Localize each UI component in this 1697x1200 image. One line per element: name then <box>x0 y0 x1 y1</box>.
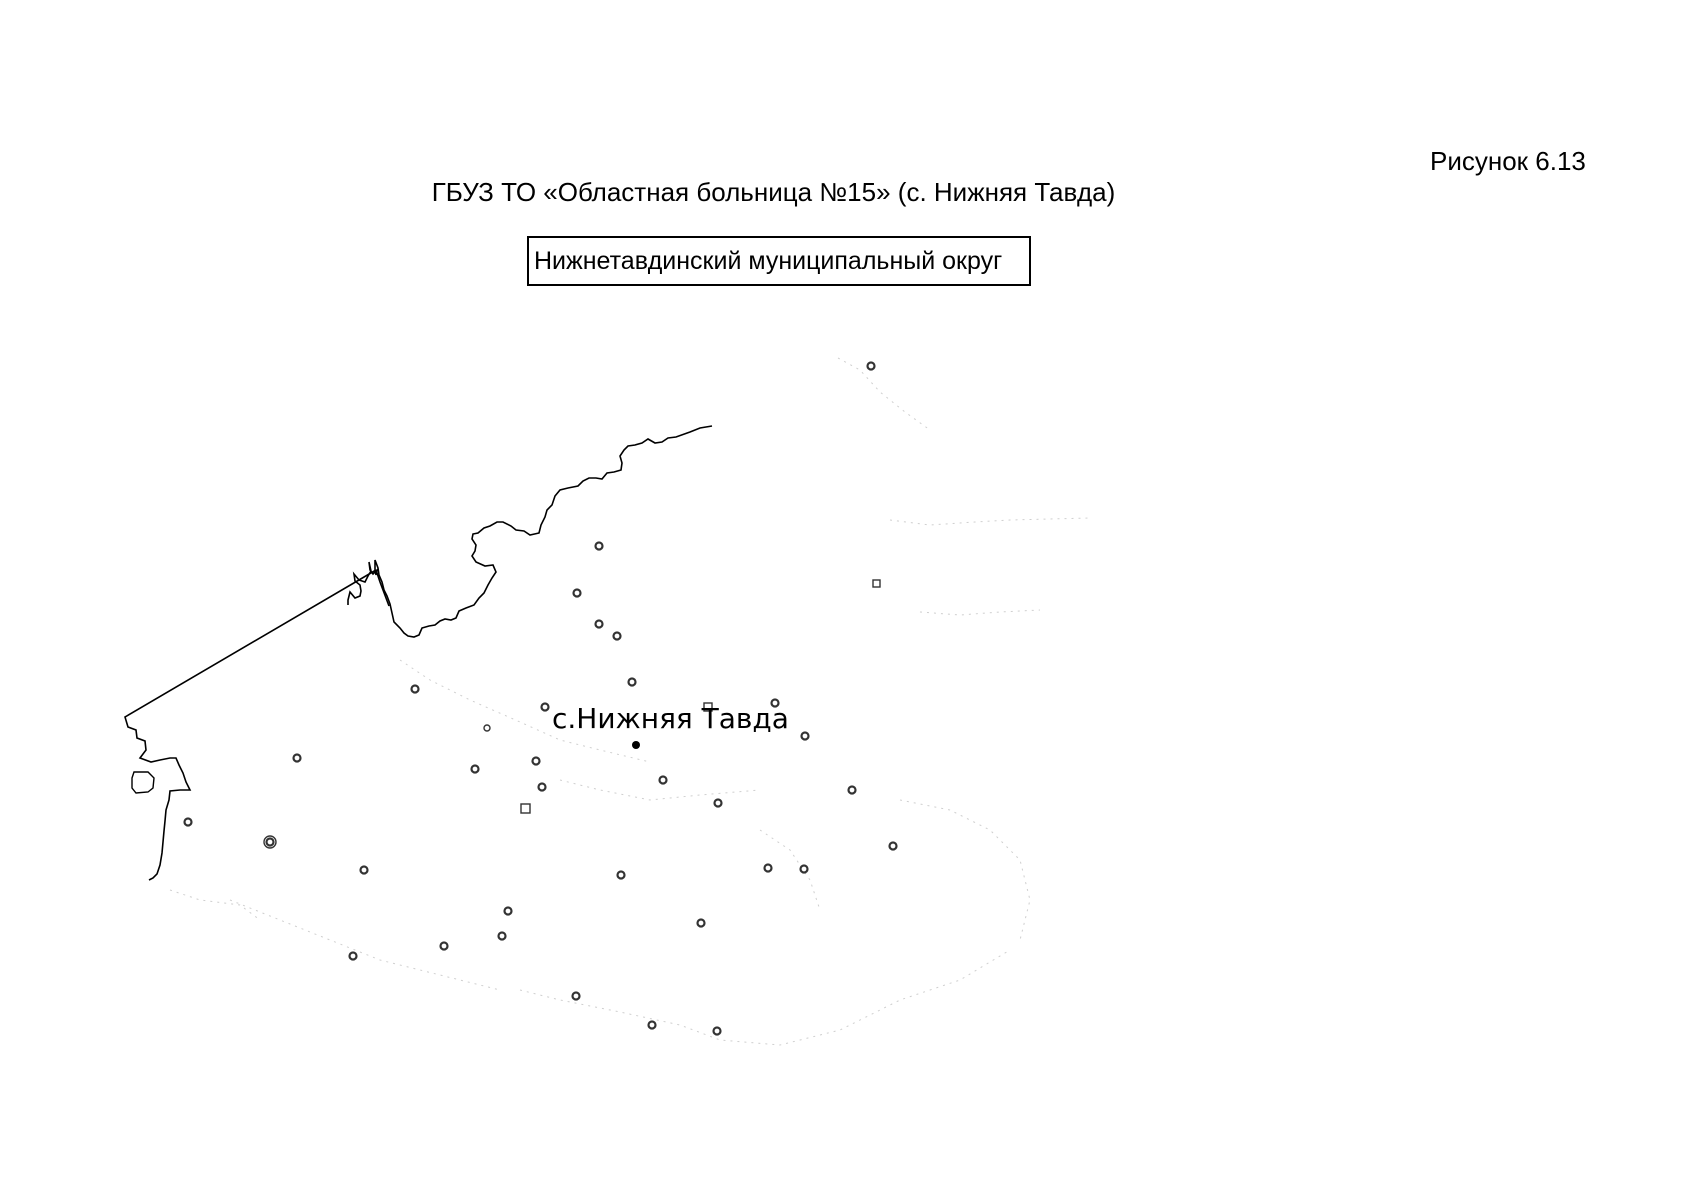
settlement-dot-icon <box>614 633 621 640</box>
settlement-dot-icon <box>350 953 357 960</box>
settlement-ring-icon <box>484 725 490 731</box>
enclave-boundary <box>132 772 154 793</box>
settlement-dot-icon <box>472 766 479 773</box>
settlement-dot-icon <box>441 943 448 950</box>
settlement-dot-icon <box>574 590 581 597</box>
settlement-square-icon <box>521 804 530 813</box>
settlement-dot-icon <box>539 784 546 791</box>
figure-title: ГБУЗ ТО «Областная больница №15» (с. Нижняя Тавда) <box>431 177 1116 207</box>
settlement-dot-icon <box>573 993 580 1000</box>
settlement-dot-icon <box>505 908 512 915</box>
settlement-dot-icon <box>267 839 274 846</box>
settlement-markers <box>185 363 897 1035</box>
settlement-dot-icon <box>499 933 506 940</box>
district-name-box: Нижнетавдинский муниципальный округ <box>527 236 1031 286</box>
settlement-dot-icon <box>765 865 772 872</box>
settlement-dot-icon <box>185 819 192 826</box>
settlement-dot-icon <box>660 777 667 784</box>
settlement-dot-icon <box>802 733 809 740</box>
settlement-dot-icon <box>618 872 625 879</box>
settlement-dot-icon <box>533 758 540 765</box>
settlement-dot-icon <box>890 843 897 850</box>
settlement-dot-icon <box>361 867 368 874</box>
settlement-dot-icon <box>714 1028 721 1035</box>
settlement-dot-icon <box>412 686 419 693</box>
settlement-dot-icon <box>849 787 856 794</box>
district-boundary-west-top <box>376 570 389 606</box>
settlement-dot-icon <box>596 621 603 628</box>
settlement-square-icon <box>873 580 880 587</box>
district-boundary <box>348 426 712 637</box>
hospital-center-icon <box>632 741 640 749</box>
center-settlement-label: с.Нижняя Тавда <box>552 702 789 735</box>
settlement-dot-icon <box>596 543 603 550</box>
settlement-dot-icon <box>801 866 808 873</box>
settlement-dot-icon <box>698 920 705 927</box>
settlement-dot-icon <box>868 363 875 370</box>
settlement-dot-icon <box>649 1022 656 1029</box>
settlement-dot-icon <box>629 679 636 686</box>
settlement-dot-icon <box>715 800 722 807</box>
settlement-dot-icon <box>294 755 301 762</box>
figure-number: Рисунок 6.13 <box>1430 146 1586 176</box>
district-boundary-west <box>125 570 376 880</box>
settlement-dot-icon <box>542 704 549 711</box>
